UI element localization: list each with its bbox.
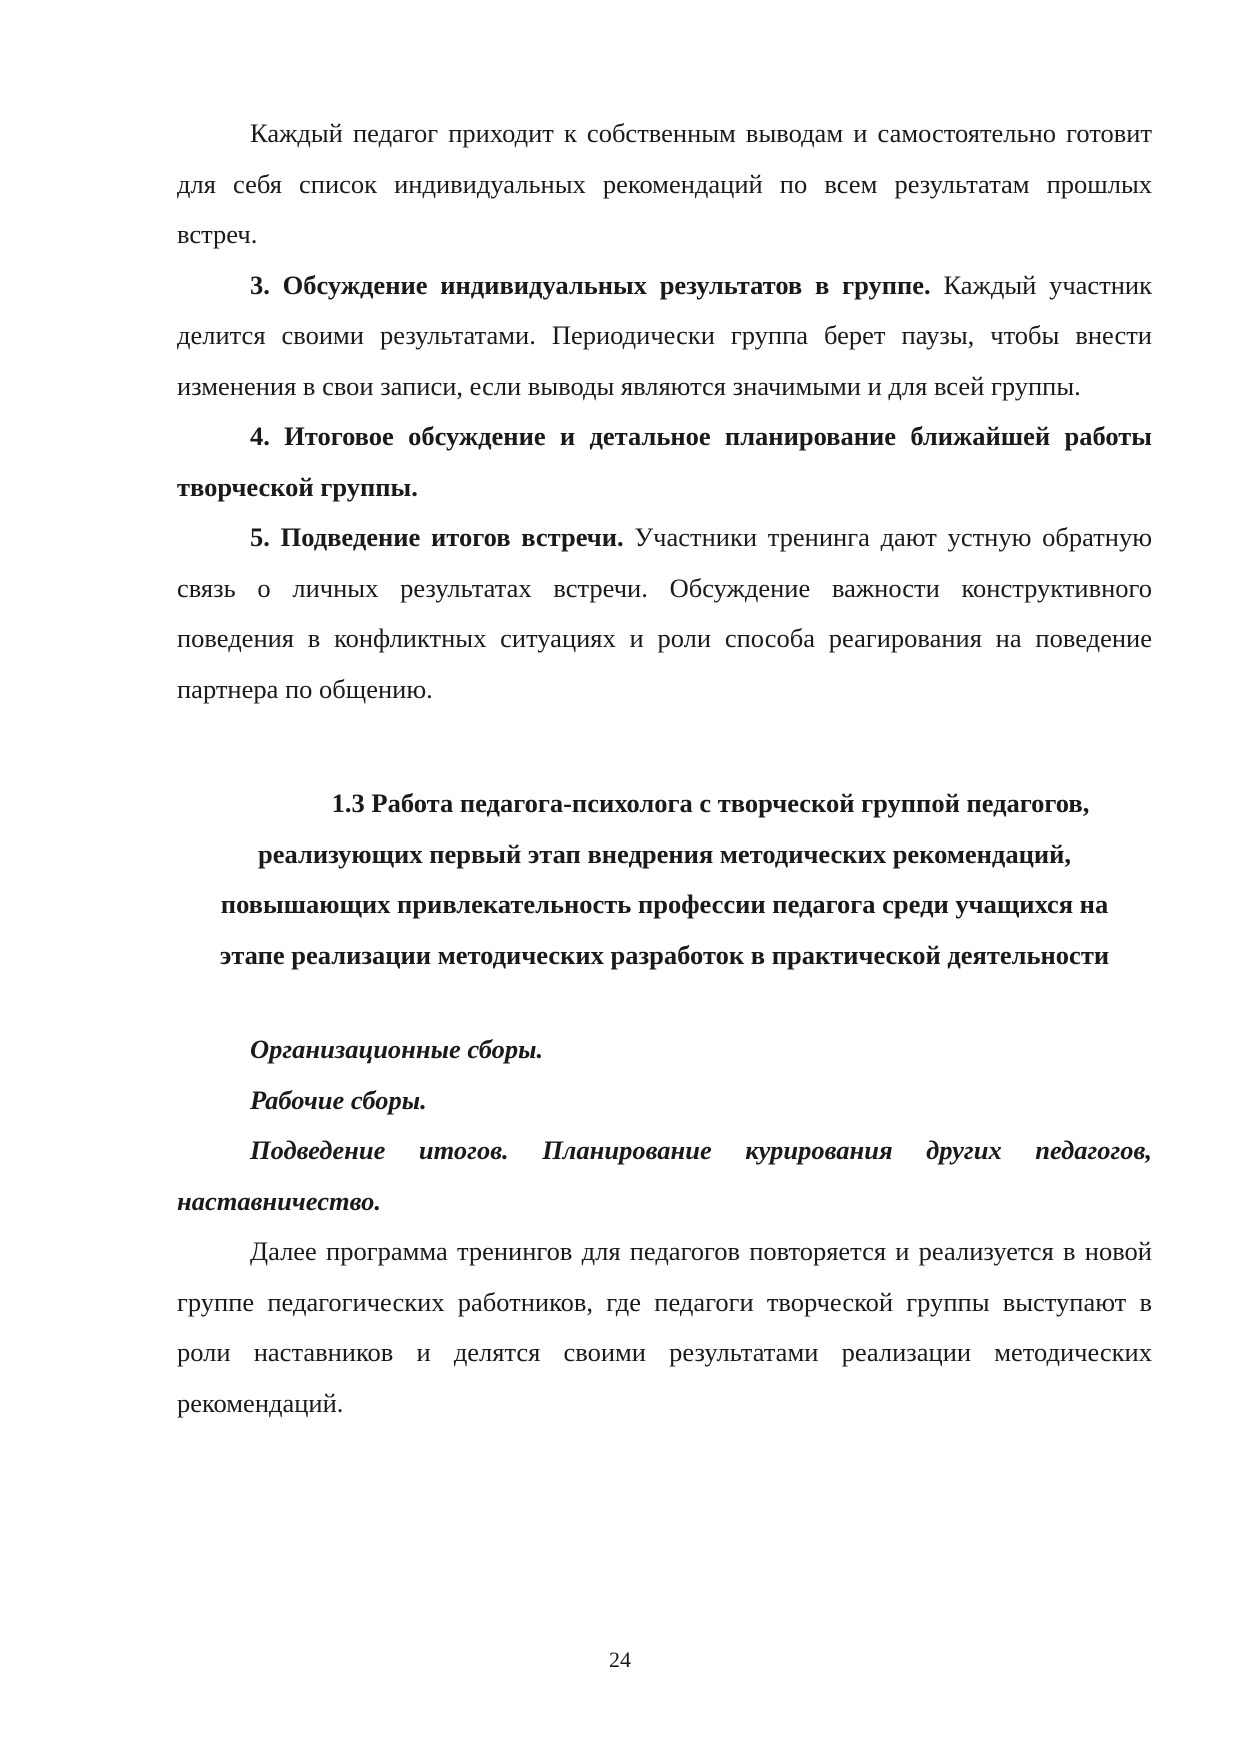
- step-5-text: Участники тренинга дают устную обратную связь о личных результатах встречи. Обсуждение важности конструктивного поведения в конфликтных ситуациях и роли способа реагирования на поведение партнера по общению.: [177, 522, 1152, 704]
- step-5-title: 5. Подведение итогов встречи.: [250, 522, 624, 552]
- section-heading: [177, 778, 1152, 980]
- italic-list: [177, 1024, 1152, 1226]
- paragraph-step-4: [177, 411, 1152, 512]
- step-3-title: 3. Обсуждение индивидуальных результатов в группе.: [250, 269, 931, 300]
- paragraph-program-repeat: Далее программа тренингов для педагогов повторяется и реализуется в новой группе педагогических работников, где педагоги творческой группы выступают в роли наставников и делятся своими результатами реализации методических рекомендаций.: [177, 1236, 1152, 1418]
- italic-item-working: Рабочие сборы.: [250, 1084, 427, 1115]
- section-heading-line-1: 1.3 Работа педагога-психолога с творческой группой педагогов,: [331, 788, 1090, 818]
- italic-item-organizational: Организационные сборы.: [250, 1034, 544, 1064]
- step-4-title: 4. Итоговое обсуждение и детальное планирование ближайшей работы творческой группы.: [177, 421, 1152, 502]
- step-3-text: Каждый участник делится своими результатами. Периодически группа берет паузы, чтобы внести изменения в свои записи, если выводы являются значимыми и для всей группы.: [177, 269, 1152, 401]
- section-heading-rest: реализующих первый этап внедрения методических рекомендаций, повышающих привлекательность профессии педагога среди учащихся на этапе реализации методических разработок в практической деятельности: [219, 838, 1110, 970]
- paragraph-teacher-conclusions: Каждый педагог приходит к собственным выводам и самостоятельно готовит для себя список индивидуальных рекомендаций по всем результатам прошлых встреч.: [177, 118, 1152, 249]
- italic-item-summary: Подведение итогов. Планирование курирования других педагогов, наставничество.: [177, 1135, 1152, 1216]
- paragraph-step-3: [177, 260, 1152, 412]
- page-number: 24: [609, 1647, 631, 1672]
- document-page: [177, 108, 1152, 1428]
- paragraph-step-5: [177, 512, 1152, 714]
